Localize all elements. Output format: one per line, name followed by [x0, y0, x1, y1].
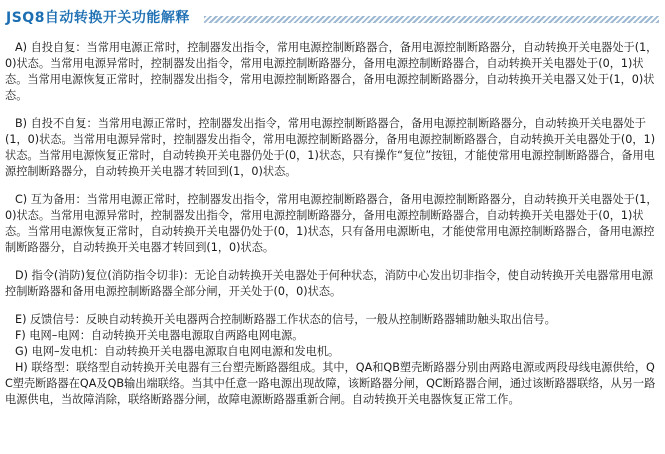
paragraph-a: A) 自投自复：当常用电源正常时，控制器发出指令，常用电源控制断路器合，备用电源控制断路器分，自动转换开关电器处于(1，0)状态。当常用电源异常时，控制器发出指令，常用电源控制断路器分，备用电源控制断路器合，自动转换开关电器处于(0，1)状态。当常用电源恢复正常时，控制器发出指令，常用电源控制断路器合，备用电源控制断路器分，自动转换开关电器又处于(1，0)状态。	[5, 41, 658, 102]
content	[5, 40, 660, 408]
page-title: JSQ8自动转换开关功能解释	[6, 10, 190, 26]
paragraph-e: E) 反馈信号：反映自动转换开关电器两合控制断路器工作状态的信号，一般从控制断路器辅助触头取出信号。	[15, 313, 556, 326]
paragraph-d: D) 指令(消防)复位(消防指令切非)：无论自动转换开关电器处于何种状态，消防中心发出切非指令，使自动转换开关电器常用电源控制断路器和备用电源控制断路器全部分闸，开关处于(0，0)状态。	[5, 269, 654, 298]
paragraph-f: F) 电网–电网：自动转换开关电器电源取自两路电网电源。	[15, 329, 304, 342]
header	[0, 0, 665, 30]
paragraph-b: B) 自投不自复：当常用电源正常时，控制器发出指令，常用电源控制断路器合，备用电源控制断路器分，自动转换开关电器处于(1，0)状态。当常用电源异常时，控制器发出指令，常用电源控制断路器分，备用电源控制断路器合，自动转换开关电器处于(0，1)状态。当常用电源恢复正常时，自动转换开关电器仍处于(0，1)状态，只有操作“复位”按钮，才能使常用电源控制断路器合，备用电源控制断路器分，自动转换开关电器才转回到(1，0)状态。	[5, 117, 656, 178]
paragraph-c: C) 互为备用：当常用电源正常时，控制器发出指令，常用电源控制断路器合，备用电源控制断路器分，自动转换开关电器处于(1，0)状态。当常用电源异常时，控制器发出指令，常用电源控制断路器分，备用电源控制断路器合，自动转换开关电器处于(0，1)状态。当常用电源恢复正常时，自动转换开关电器仍处于(0，1)状态，只有备用电源断电，才能使常用电源控制断路器合，备用电源控制断路器分，自动转换开关电器才转回到(1，0)状态。	[5, 193, 658, 254]
title-decoration-bar	[204, 16, 659, 23]
paragraph-g: G) 电网–发电机：自动转换开关电器电源取自电网电源和发电机。	[15, 345, 340, 358]
paragraph-h: H) 联络型：联络型自动转换开关电器有三台塑壳断路器组成。其中，QA和QB塑壳断路器分别由两路电源或两段母线电源供给，QC塑壳断路器在QA及QB输出端联络。当其中任意一路电源出现故障，该断路器分闸，QC断路器合闸，通过该断路器联络，从另一路电源供电，当故障消除，联络断路器分闸，故障电源断路器重新合闸。自动转换开关电器恢复正常工作。	[5, 361, 656, 406]
